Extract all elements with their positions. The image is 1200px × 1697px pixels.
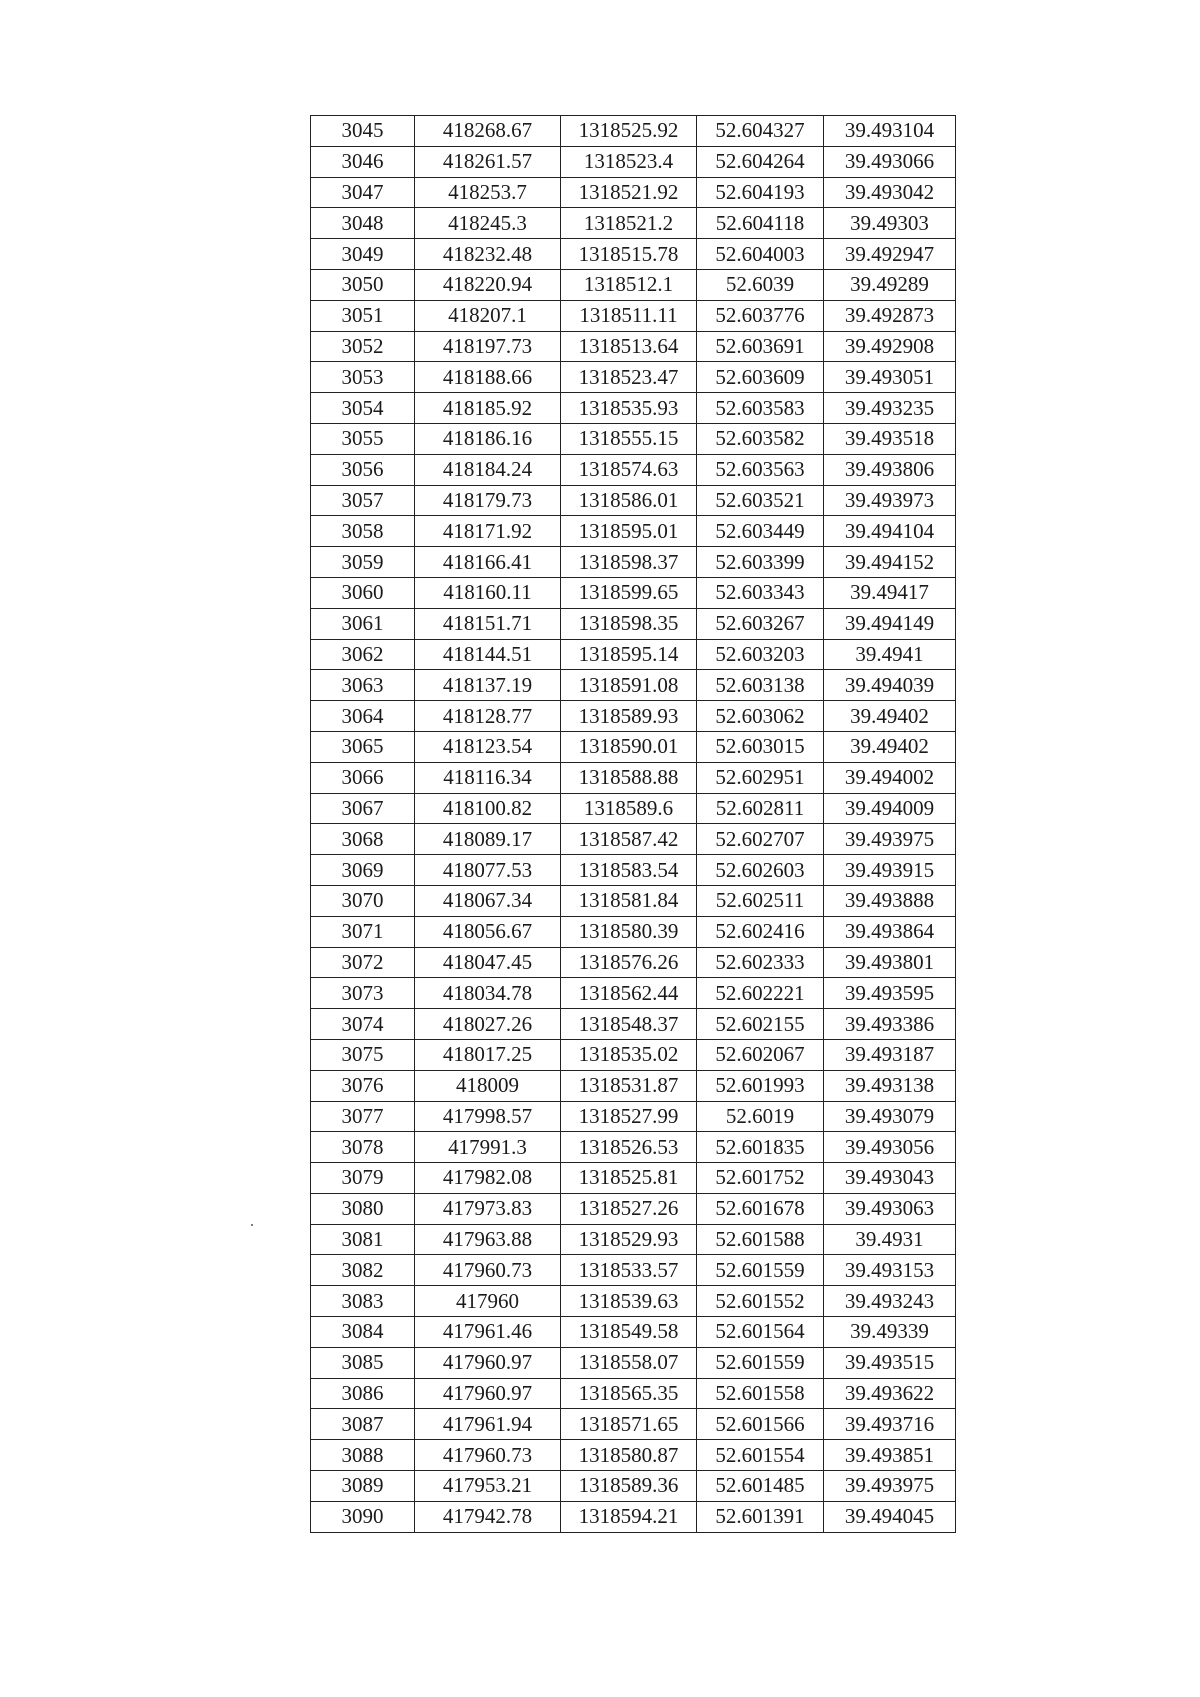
x-coordinate-cell: 418151.71 — [415, 608, 561, 639]
y-coordinate-cell: 1318535.02 — [561, 1039, 697, 1070]
table-row — [311, 239, 956, 270]
latitude-cell: 52.603138 — [697, 670, 824, 701]
longitude-cell: 39.493888 — [824, 885, 956, 916]
y-coordinate-cell: 1318586.01 — [561, 485, 697, 516]
x-coordinate-cell: 418232.48 — [415, 239, 561, 270]
latitude-cell: 52.603691 — [697, 331, 824, 362]
x-coordinate-cell: 418047.45 — [415, 947, 561, 978]
y-coordinate-cell: 1318599.65 — [561, 577, 697, 608]
latitude-cell: 52.603609 — [697, 362, 824, 393]
longitude-cell: 39.493138 — [824, 1070, 956, 1101]
latitude-cell: 52.602951 — [697, 762, 824, 793]
point-number-cell: 3083 — [311, 1286, 415, 1317]
longitude-cell: 39.493915 — [824, 855, 956, 886]
y-coordinate-cell: 1318565.35 — [561, 1378, 697, 1409]
y-coordinate-cell: 1318590.01 — [561, 731, 697, 762]
point-number-cell: 3051 — [311, 300, 415, 331]
y-coordinate-cell: 1318589.6 — [561, 793, 697, 824]
longitude-cell: 39.493043 — [824, 1163, 956, 1194]
table-row — [311, 701, 956, 732]
y-coordinate-cell: 1318598.37 — [561, 547, 697, 578]
y-coordinate-cell: 1318512.1 — [561, 269, 697, 300]
table-row — [311, 393, 956, 424]
x-coordinate-cell: 418123.54 — [415, 731, 561, 762]
longitude-cell: 39.493386 — [824, 1009, 956, 1040]
table-row — [311, 146, 956, 177]
y-coordinate-cell: 1318511.11 — [561, 300, 697, 331]
y-coordinate-cell: 1318513.64 — [561, 331, 697, 362]
y-coordinate-cell: 1318574.63 — [561, 454, 697, 485]
point-number-cell: 3064 — [311, 701, 415, 732]
x-coordinate-cell: 418253.7 — [415, 177, 561, 208]
y-coordinate-cell: 1318533.57 — [561, 1255, 697, 1286]
longitude-cell: 39.494002 — [824, 762, 956, 793]
point-number-cell: 3057 — [311, 485, 415, 516]
longitude-cell: 39.493063 — [824, 1193, 956, 1224]
point-number-cell: 3061 — [311, 608, 415, 639]
latitude-cell: 52.604327 — [697, 116, 824, 147]
table-row — [311, 547, 956, 578]
x-coordinate-cell: 417960.97 — [415, 1378, 561, 1409]
latitude-cell: 52.601564 — [697, 1317, 824, 1348]
latitude-cell: 52.601835 — [697, 1132, 824, 1163]
point-number-cell: 3078 — [311, 1132, 415, 1163]
point-number-cell: 3079 — [311, 1163, 415, 1194]
longitude-cell: 39.4931 — [824, 1224, 956, 1255]
y-coordinate-cell: 1318523.47 — [561, 362, 697, 393]
table-row — [311, 762, 956, 793]
y-coordinate-cell: 1318595.01 — [561, 516, 697, 547]
latitude-cell: 52.601391 — [697, 1501, 824, 1532]
x-coordinate-cell: 417960.97 — [415, 1347, 561, 1378]
latitude-cell: 52.603583 — [697, 393, 824, 424]
longitude-cell: 39.494149 — [824, 608, 956, 639]
latitude-cell: 52.601559 — [697, 1347, 824, 1378]
y-coordinate-cell: 1318580.39 — [561, 916, 697, 947]
longitude-cell: 39.494009 — [824, 793, 956, 824]
longitude-cell: 39.49303 — [824, 208, 956, 239]
point-number-cell: 3071 — [311, 916, 415, 947]
point-number-cell: 3046 — [311, 146, 415, 177]
latitude-cell: 52.604193 — [697, 177, 824, 208]
y-coordinate-cell: 1318527.99 — [561, 1101, 697, 1132]
y-coordinate-cell: 1318562.44 — [561, 978, 697, 1009]
x-coordinate-cell: 418077.53 — [415, 855, 561, 886]
latitude-cell: 52.603776 — [697, 300, 824, 331]
point-number-cell: 3084 — [311, 1317, 415, 1348]
x-coordinate-cell: 417963.88 — [415, 1224, 561, 1255]
x-coordinate-cell: 418184.24 — [415, 454, 561, 485]
table-row — [311, 793, 956, 824]
y-coordinate-cell: 1318525.92 — [561, 116, 697, 147]
point-number-cell: 3087 — [311, 1409, 415, 1440]
longitude-cell: 39.493079 — [824, 1101, 956, 1132]
latitude-cell: 52.601554 — [697, 1440, 824, 1471]
x-coordinate-cell: 418116.34 — [415, 762, 561, 793]
x-coordinate-cell: 418137.19 — [415, 670, 561, 701]
y-coordinate-cell: 1318587.42 — [561, 824, 697, 855]
longitude-cell: 39.492947 — [824, 239, 956, 270]
y-coordinate-cell: 1318591.08 — [561, 670, 697, 701]
point-number-cell: 3074 — [311, 1009, 415, 1040]
longitude-cell: 39.493187 — [824, 1039, 956, 1070]
table-row — [311, 269, 956, 300]
table-row — [311, 1101, 956, 1132]
y-coordinate-cell: 1318548.37 — [561, 1009, 697, 1040]
table-row — [311, 670, 956, 701]
point-number-cell: 3086 — [311, 1378, 415, 1409]
x-coordinate-cell: 417998.57 — [415, 1101, 561, 1132]
point-number-cell: 3069 — [311, 855, 415, 886]
longitude-cell: 39.493104 — [824, 116, 956, 147]
x-coordinate-cell: 418056.67 — [415, 916, 561, 947]
longitude-cell: 39.493975 — [824, 824, 956, 855]
scan-speck — [251, 1224, 253, 1226]
x-coordinate-cell: 418128.77 — [415, 701, 561, 732]
latitude-cell: 52.602511 — [697, 885, 824, 916]
x-coordinate-cell: 417960.73 — [415, 1440, 561, 1471]
latitude-cell: 52.604264 — [697, 146, 824, 177]
longitude-cell: 39.494045 — [824, 1501, 956, 1532]
point-number-cell: 3050 — [311, 269, 415, 300]
x-coordinate-cell: 417960.73 — [415, 1255, 561, 1286]
x-coordinate-cell: 417960 — [415, 1286, 561, 1317]
latitude-cell: 52.602067 — [697, 1039, 824, 1070]
point-number-cell: 3048 — [311, 208, 415, 239]
y-coordinate-cell: 1318515.78 — [561, 239, 697, 270]
table-row — [311, 1255, 956, 1286]
x-coordinate-cell: 417982.08 — [415, 1163, 561, 1194]
latitude-cell: 52.603015 — [697, 731, 824, 762]
point-number-cell: 3070 — [311, 885, 415, 916]
point-number-cell: 3073 — [311, 978, 415, 1009]
point-number-cell: 3072 — [311, 947, 415, 978]
x-coordinate-cell: 418144.51 — [415, 639, 561, 670]
point-number-cell: 3081 — [311, 1224, 415, 1255]
latitude-cell: 52.602333 — [697, 947, 824, 978]
point-number-cell: 3055 — [311, 423, 415, 454]
x-coordinate-cell: 417942.78 — [415, 1501, 561, 1532]
coordinates-table-body — [311, 116, 956, 1533]
point-number-cell: 3077 — [311, 1101, 415, 1132]
latitude-cell: 52.604118 — [697, 208, 824, 239]
x-coordinate-cell: 418089.17 — [415, 824, 561, 855]
x-coordinate-cell: 417961.46 — [415, 1317, 561, 1348]
latitude-cell: 52.601993 — [697, 1070, 824, 1101]
latitude-cell: 52.602707 — [697, 824, 824, 855]
table-row — [311, 331, 956, 362]
y-coordinate-cell: 1318531.87 — [561, 1070, 697, 1101]
latitude-cell: 52.602155 — [697, 1009, 824, 1040]
table-row — [311, 1132, 956, 1163]
latitude-cell: 52.601566 — [697, 1409, 824, 1440]
point-number-cell: 3053 — [311, 362, 415, 393]
point-number-cell: 3052 — [311, 331, 415, 362]
longitude-cell: 39.493243 — [824, 1286, 956, 1317]
point-number-cell: 3049 — [311, 239, 415, 270]
table-row — [311, 1009, 956, 1040]
point-number-cell: 3075 — [311, 1039, 415, 1070]
x-coordinate-cell: 417961.94 — [415, 1409, 561, 1440]
longitude-cell: 39.494104 — [824, 516, 956, 547]
point-number-cell: 3068 — [311, 824, 415, 855]
table-row — [311, 916, 956, 947]
x-coordinate-cell: 418160.11 — [415, 577, 561, 608]
table-row — [311, 177, 956, 208]
table-row — [311, 1378, 956, 1409]
x-coordinate-cell: 417973.83 — [415, 1193, 561, 1224]
y-coordinate-cell: 1318555.15 — [561, 423, 697, 454]
x-coordinate-cell: 417991.3 — [415, 1132, 561, 1163]
y-coordinate-cell: 1318598.35 — [561, 608, 697, 639]
x-coordinate-cell: 418027.26 — [415, 1009, 561, 1040]
latitude-cell: 52.602603 — [697, 855, 824, 886]
y-coordinate-cell: 1318576.26 — [561, 947, 697, 978]
point-number-cell: 3045 — [311, 116, 415, 147]
latitude-cell: 52.602416 — [697, 916, 824, 947]
table-row — [311, 855, 956, 886]
y-coordinate-cell: 1318594.21 — [561, 1501, 697, 1532]
table-row — [311, 1501, 956, 1532]
latitude-cell: 52.601678 — [697, 1193, 824, 1224]
point-number-cell: 3067 — [311, 793, 415, 824]
longitude-cell: 39.493515 — [824, 1347, 956, 1378]
x-coordinate-cell: 418166.41 — [415, 547, 561, 578]
y-coordinate-cell: 1318581.84 — [561, 885, 697, 916]
longitude-cell: 39.492908 — [824, 331, 956, 362]
point-number-cell: 3065 — [311, 731, 415, 762]
y-coordinate-cell: 1318529.93 — [561, 1224, 697, 1255]
y-coordinate-cell: 1318589.36 — [561, 1471, 697, 1502]
x-coordinate-cell: 418185.92 — [415, 393, 561, 424]
x-coordinate-cell: 417953.21 — [415, 1471, 561, 1502]
longitude-cell: 39.493051 — [824, 362, 956, 393]
longitude-cell: 39.493235 — [824, 393, 956, 424]
y-coordinate-cell: 1318521.92 — [561, 177, 697, 208]
y-coordinate-cell: 1318523.4 — [561, 146, 697, 177]
table-row — [311, 485, 956, 516]
x-coordinate-cell: 418220.94 — [415, 269, 561, 300]
table-row — [311, 1163, 956, 1194]
latitude-cell: 52.602221 — [697, 978, 824, 1009]
point-number-cell: 3058 — [311, 516, 415, 547]
latitude-cell: 52.603399 — [697, 547, 824, 578]
latitude-cell: 52.603582 — [697, 423, 824, 454]
point-number-cell: 3059 — [311, 547, 415, 578]
y-coordinate-cell: 1318595.14 — [561, 639, 697, 670]
longitude-cell: 39.493716 — [824, 1409, 956, 1440]
table-row — [311, 423, 956, 454]
y-coordinate-cell: 1318558.07 — [561, 1347, 697, 1378]
table-row — [311, 731, 956, 762]
x-coordinate-cell: 418207.1 — [415, 300, 561, 331]
y-coordinate-cell: 1318549.58 — [561, 1317, 697, 1348]
coordinates-table — [310, 115, 956, 1533]
point-number-cell: 3066 — [311, 762, 415, 793]
point-number-cell: 3076 — [311, 1070, 415, 1101]
x-coordinate-cell: 418017.25 — [415, 1039, 561, 1070]
longitude-cell: 39.493864 — [824, 916, 956, 947]
point-number-cell: 3062 — [311, 639, 415, 670]
latitude-cell: 52.603343 — [697, 577, 824, 608]
table-row — [311, 1193, 956, 1224]
y-coordinate-cell: 1318589.93 — [561, 701, 697, 732]
table-row — [311, 454, 956, 485]
latitude-cell: 52.603062 — [697, 701, 824, 732]
x-coordinate-cell: 418034.78 — [415, 978, 561, 1009]
longitude-cell: 39.493153 — [824, 1255, 956, 1286]
x-coordinate-cell: 418179.73 — [415, 485, 561, 516]
longitude-cell: 39.49339 — [824, 1317, 956, 1348]
y-coordinate-cell: 1318525.81 — [561, 1163, 697, 1194]
table-row — [311, 1317, 956, 1348]
longitude-cell: 39.49402 — [824, 701, 956, 732]
x-coordinate-cell: 418186.16 — [415, 423, 561, 454]
latitude-cell: 52.602811 — [697, 793, 824, 824]
point-number-cell: 3056 — [311, 454, 415, 485]
table-row — [311, 116, 956, 147]
x-coordinate-cell: 418268.67 — [415, 116, 561, 147]
y-coordinate-cell: 1318527.26 — [561, 1193, 697, 1224]
latitude-cell: 52.601552 — [697, 1286, 824, 1317]
point-number-cell: 3088 — [311, 1440, 415, 1471]
latitude-cell: 52.601558 — [697, 1378, 824, 1409]
x-coordinate-cell: 418009 — [415, 1070, 561, 1101]
y-coordinate-cell: 1318539.63 — [561, 1286, 697, 1317]
longitude-cell: 39.493806 — [824, 454, 956, 485]
point-number-cell: 3090 — [311, 1501, 415, 1532]
point-number-cell: 3047 — [311, 177, 415, 208]
table-row — [311, 639, 956, 670]
x-coordinate-cell: 418197.73 — [415, 331, 561, 362]
point-number-cell: 3054 — [311, 393, 415, 424]
table-row — [311, 1039, 956, 1070]
table-row — [311, 577, 956, 608]
y-coordinate-cell: 1318588.88 — [561, 762, 697, 793]
latitude-cell: 52.604003 — [697, 239, 824, 270]
x-coordinate-cell: 418245.3 — [415, 208, 561, 239]
y-coordinate-cell: 1318580.87 — [561, 1440, 697, 1471]
x-coordinate-cell: 418100.82 — [415, 793, 561, 824]
latitude-cell: 52.601559 — [697, 1255, 824, 1286]
table-row — [311, 608, 956, 639]
longitude-cell: 39.493973 — [824, 485, 956, 516]
y-coordinate-cell: 1318583.54 — [561, 855, 697, 886]
latitude-cell: 52.6019 — [697, 1101, 824, 1132]
longitude-cell: 39.49417 — [824, 577, 956, 608]
table-row — [311, 1286, 956, 1317]
table-row — [311, 300, 956, 331]
latitude-cell: 52.601752 — [697, 1163, 824, 1194]
longitude-cell: 39.493518 — [824, 423, 956, 454]
table-row — [311, 885, 956, 916]
latitude-cell: 52.6039 — [697, 269, 824, 300]
longitude-cell: 39.493801 — [824, 947, 956, 978]
y-coordinate-cell: 1318526.53 — [561, 1132, 697, 1163]
table-row — [311, 824, 956, 855]
point-number-cell: 3080 — [311, 1193, 415, 1224]
table-row — [311, 1070, 956, 1101]
longitude-cell: 39.494039 — [824, 670, 956, 701]
longitude-cell: 39.493056 — [824, 1132, 956, 1163]
table-row — [311, 1224, 956, 1255]
longitude-cell: 39.494152 — [824, 547, 956, 578]
x-coordinate-cell: 418188.66 — [415, 362, 561, 393]
point-number-cell: 3082 — [311, 1255, 415, 1286]
longitude-cell: 39.493066 — [824, 146, 956, 177]
y-coordinate-cell: 1318571.65 — [561, 1409, 697, 1440]
latitude-cell: 52.601588 — [697, 1224, 824, 1255]
table-row — [311, 978, 956, 1009]
point-number-cell: 3063 — [311, 670, 415, 701]
table-row — [311, 1409, 956, 1440]
longitude-cell: 39.4941 — [824, 639, 956, 670]
latitude-cell: 52.603203 — [697, 639, 824, 670]
table-row — [311, 362, 956, 393]
point-number-cell: 3089 — [311, 1471, 415, 1502]
longitude-cell: 39.493622 — [824, 1378, 956, 1409]
y-coordinate-cell: 1318535.93 — [561, 393, 697, 424]
latitude-cell: 52.603267 — [697, 608, 824, 639]
point-number-cell: 3060 — [311, 577, 415, 608]
table-row — [311, 516, 956, 547]
latitude-cell: 52.603563 — [697, 454, 824, 485]
point-number-cell: 3085 — [311, 1347, 415, 1378]
x-coordinate-cell: 418171.92 — [415, 516, 561, 547]
latitude-cell: 52.603449 — [697, 516, 824, 547]
longitude-cell: 39.493851 — [824, 1440, 956, 1471]
longitude-cell: 39.492873 — [824, 300, 956, 331]
table-row — [311, 1347, 956, 1378]
table-row — [311, 208, 956, 239]
longitude-cell: 39.49402 — [824, 731, 956, 762]
table-row — [311, 1440, 956, 1471]
latitude-cell: 52.603521 — [697, 485, 824, 516]
longitude-cell: 39.493042 — [824, 177, 956, 208]
y-coordinate-cell: 1318521.2 — [561, 208, 697, 239]
longitude-cell: 39.493595 — [824, 978, 956, 1009]
table-row — [311, 947, 956, 978]
latitude-cell: 52.601485 — [697, 1471, 824, 1502]
x-coordinate-cell: 418261.57 — [415, 146, 561, 177]
table-row — [311, 1471, 956, 1502]
longitude-cell: 39.49289 — [824, 269, 956, 300]
longitude-cell: 39.493975 — [824, 1471, 956, 1502]
x-coordinate-cell: 418067.34 — [415, 885, 561, 916]
